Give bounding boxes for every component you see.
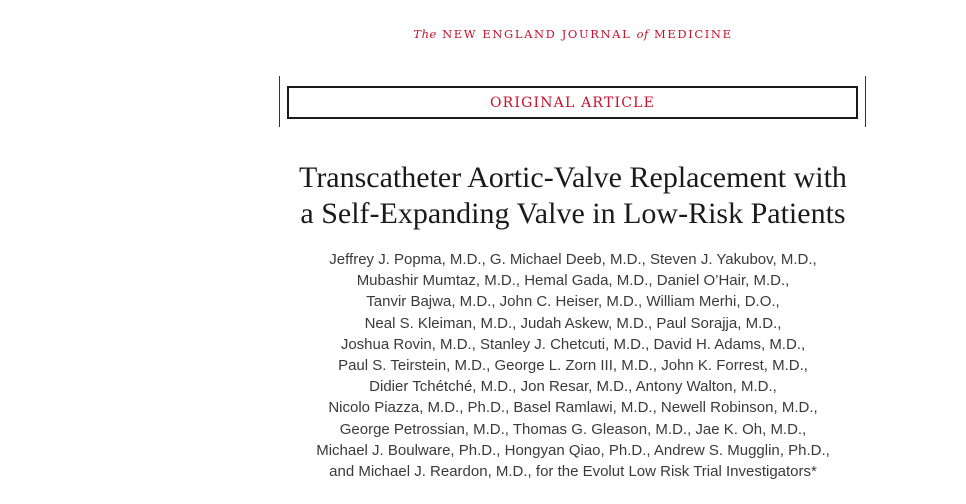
author-line: Nicolo Piazza, M.D., Ph.D., Basel Ramlawi, M.D., Newell Robinson, M.D., [328,399,818,417]
author-list [0,249,966,482]
article-type-box [287,86,858,119]
author-line: Neal S. Kleiman, M.D., Judah Askew, M.D., Paul Sorajja, M.D., [364,314,782,332]
author-line: Paul S. Teirstein, M.D., George L. Zorn III, M.D., John K. Forrest, M.D., [338,357,808,375]
article-title-line-2: a Self-Expanding Valve in Low-Risk Patients [300,197,846,230]
journal-name: NEW ENGLAND JOURNAL [442,27,632,41]
author-line: Didier Tchétché, M.D., Jon Resar, M.D., Antony Walton, M.D., [369,378,777,396]
article-type-label: ORIGINAL ARTICLE [489,94,656,111]
article-title [0,160,966,232]
journal-the: The [413,27,437,41]
author-line: Jeffrey J. Popma, M.D., G. Michael Deeb, M.D., Steven J. Yakubov, M.D., [329,251,817,268]
author-line: Joshua Rovin, M.D., Stanley J. Chetcuti, M.D., David H. Adams, M.D., [340,335,806,353]
author-line: Michael J. Boulware, Ph.D., Hongyan Qiao, Ph.D., Andrew S. Mugglin, Ph.D., [316,441,830,459]
journal-header [0,27,966,41]
author-line: Mubashir Mumtaz, M.D., Hemal Gada, M.D., Daniel O’Hair, M.D., [356,272,790,290]
article-title-line-1: Transcatheter Aortic-Valve Replacement with [299,161,847,194]
author-line: Tanvir Bajwa, M.D., John C. Heiser, M.D., William Merhi, D.O., [366,293,780,311]
author-line: and Michael J. Reardon, M.D., for the Evolut Low Risk Trial Investigators* [329,463,817,481]
author-line: George Petrossian, M.D., Thomas G. Gleason, M.D., Jae K. Oh, M.D., [339,420,807,438]
journal-of: of [636,27,649,41]
journal-medicine: MEDICINE [654,27,733,41]
